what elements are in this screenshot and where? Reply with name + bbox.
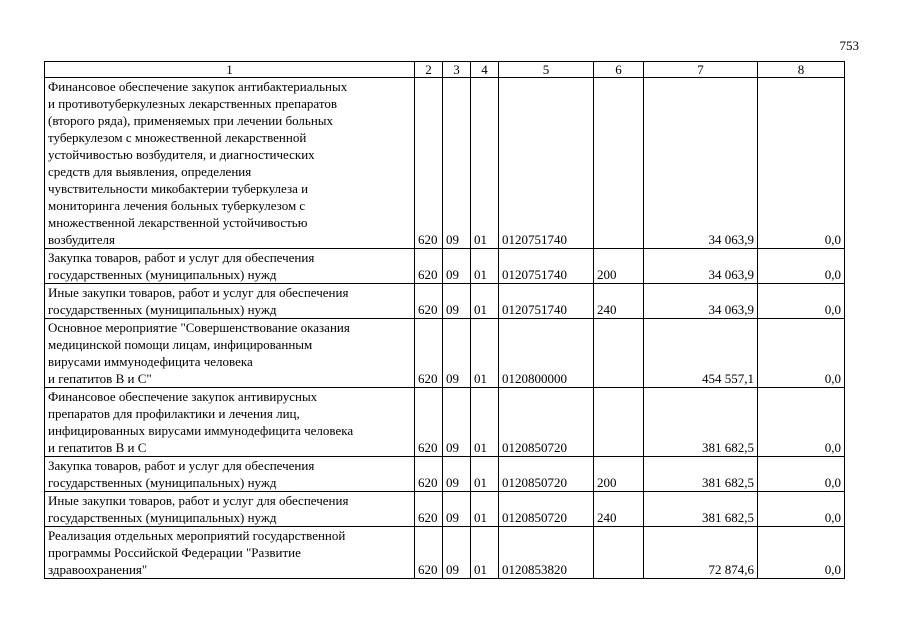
table-row: [45, 284, 845, 319]
item-name-line: Иные закупки товаров, работ и услуг для обеспечения: [48, 285, 349, 300]
amount-2-cell: 0,0: [758, 319, 845, 388]
expense-type-cell: 200: [594, 249, 644, 284]
target-article-cell: 0120800000: [499, 319, 594, 388]
column-header: 3: [443, 62, 471, 78]
table-row: [45, 249, 845, 284]
item-name-line: Реализация отдельных мероприятий государственной: [48, 528, 346, 543]
ministry-code-cell: 620: [415, 527, 443, 579]
section-code-cell: 09: [443, 284, 471, 319]
column-header: 7: [644, 62, 758, 78]
ministry-code-cell: 620: [415, 319, 443, 388]
subsection-code-cell: 01: [471, 457, 499, 492]
target-article-cell: 0120853820: [499, 527, 594, 579]
table-row: [45, 319, 845, 388]
item-name-cell: [45, 527, 415, 579]
expense-type-cell: 240: [594, 492, 644, 527]
amount-cell: 381 682,5: [644, 492, 758, 527]
item-name-line: Иные закупки товаров, работ и услуг для обеспечения: [48, 493, 349, 508]
table-row: [45, 492, 845, 527]
subsection-code-cell: 01: [471, 388, 499, 457]
subsection-code-cell: 01: [471, 249, 499, 284]
amount-cell: 34 063,9: [644, 284, 758, 319]
column-header: 5: [499, 62, 594, 78]
section-code-cell: 09: [443, 249, 471, 284]
subsection-code-cell: 01: [471, 319, 499, 388]
amount-cell: 72 874,6: [644, 527, 758, 579]
item-name-line: туберкулезом с множественной лекарственной: [48, 130, 307, 145]
section-code-cell: 09: [443, 457, 471, 492]
item-name-cell: [45, 78, 415, 249]
item-name-line: Основное мероприятие "Совершенствование оказания: [48, 320, 350, 335]
item-name-line: государственных (муниципальных) нужд: [48, 510, 277, 525]
section-code-cell: 09: [443, 78, 471, 249]
expense-type-cell: [594, 78, 644, 249]
subsection-code-cell: 01: [471, 527, 499, 579]
column-header: 8: [758, 62, 845, 78]
item-name-line: медицинской помощи лицам, инфицированным: [48, 337, 313, 352]
item-name-line: устойчивостью возбудителя, и диагностических: [48, 147, 315, 162]
ministry-code-cell: 620: [415, 492, 443, 527]
page-number: 753: [839, 38, 859, 53]
item-name-cell: [45, 457, 415, 492]
section-code-cell: 09: [443, 388, 471, 457]
item-name-line: возбудителя: [48, 232, 115, 247]
amount-2-cell: 0,0: [758, 284, 845, 319]
amount-2-cell: 0,0: [758, 457, 845, 492]
item-name-line: государственных (муниципальных) нужд: [48, 302, 277, 317]
expense-type-cell: [594, 388, 644, 457]
item-name-line: государственных (муниципальных) нужд: [48, 475, 277, 490]
table-row: [45, 527, 845, 579]
ministry-code-cell: 620: [415, 284, 443, 319]
amount-cell: 381 682,5: [644, 388, 758, 457]
column-header: 2: [415, 62, 443, 78]
subsection-code-cell: 01: [471, 78, 499, 249]
item-name-line: Закупка товаров, работ и услуг для обеспечения: [48, 250, 315, 265]
target-article-cell: 0120850720: [499, 492, 594, 527]
expense-type-cell: 240: [594, 284, 644, 319]
amount-cell: 34 063,9: [644, 249, 758, 284]
header-row: [45, 62, 845, 78]
item-name-cell: [45, 492, 415, 527]
item-name-cell: [45, 284, 415, 319]
section-code-cell: 09: [443, 492, 471, 527]
ministry-code-cell: 620: [415, 78, 443, 249]
item-name-line: здравоохранения": [48, 562, 148, 577]
amount-2-cell: 0,0: [758, 388, 845, 457]
item-name-line: Финансовое обеспечение закупок антибактериальных: [48, 79, 348, 94]
item-name-line: (второго ряда), применяемых при лечении больных: [48, 113, 334, 128]
amount-cell: 34 063,9: [644, 78, 758, 249]
ministry-code-cell: 620: [415, 249, 443, 284]
column-header: 4: [471, 62, 499, 78]
table-row: [45, 78, 845, 249]
amount-cell: 381 682,5: [644, 457, 758, 492]
amount-2-cell: 0,0: [758, 527, 845, 579]
subsection-code-cell: 01: [471, 492, 499, 527]
item-name-line: вирусами иммунодефицита человека: [48, 354, 253, 369]
target-article-cell: 0120850720: [499, 388, 594, 457]
item-name-line: множественной лекарственной устойчивостью: [48, 215, 308, 230]
item-name-cell: [45, 388, 415, 457]
amount-cell: 454 557,1: [644, 319, 758, 388]
expense-type-cell: [594, 527, 644, 579]
item-name-line: Финансовое обеспечение закупок антивирусных: [48, 389, 318, 404]
budget-table: [44, 61, 845, 579]
item-name-line: мониторинга лечения больных туберкулезом с: [48, 198, 306, 213]
amount-2-cell: 0,0: [758, 249, 845, 284]
item-name-cell: [45, 249, 415, 284]
item-name-line: чувствительности микобактерии туберкулеза и: [48, 181, 309, 196]
item-name-line: и гепатитов В и С: [48, 440, 147, 455]
item-name-line: Закупка товаров, работ и услуг для обеспечения: [48, 458, 315, 473]
item-name-line: программы Российской Федерации "Развитие: [48, 545, 301, 560]
amount-2-cell: 0,0: [758, 492, 845, 527]
section-code-cell: 09: [443, 527, 471, 579]
target-article-cell: 0120751740: [499, 284, 594, 319]
item-name-line: государственных (муниципальных) нужд: [48, 267, 277, 282]
column-header: 6: [594, 62, 644, 78]
table-row: [45, 457, 845, 492]
target-article-cell: 0120850720: [499, 457, 594, 492]
target-article-cell: 0120751740: [499, 78, 594, 249]
section-code-cell: 09: [443, 319, 471, 388]
column-header: 1: [45, 62, 415, 78]
ministry-code-cell: 620: [415, 457, 443, 492]
item-name-line: инфицированных вирусами иммунодефицита человека: [48, 423, 354, 438]
item-name-line: и противотуберкулезных лекарственных препаратов: [48, 96, 337, 111]
item-name-cell: [45, 319, 415, 388]
item-name-line: средств для выявления, определения: [48, 164, 252, 179]
item-name-line: и гепатитов В и С": [48, 371, 152, 386]
ministry-code-cell: 620: [415, 388, 443, 457]
expense-type-cell: 200: [594, 457, 644, 492]
target-article-cell: 0120751740: [499, 249, 594, 284]
item-name-line: препаратов для профилактики и лечения лиц,: [48, 406, 300, 421]
table-row: [45, 388, 845, 457]
amount-2-cell: 0,0: [758, 78, 845, 249]
subsection-code-cell: 01: [471, 284, 499, 319]
expense-type-cell: [594, 319, 644, 388]
